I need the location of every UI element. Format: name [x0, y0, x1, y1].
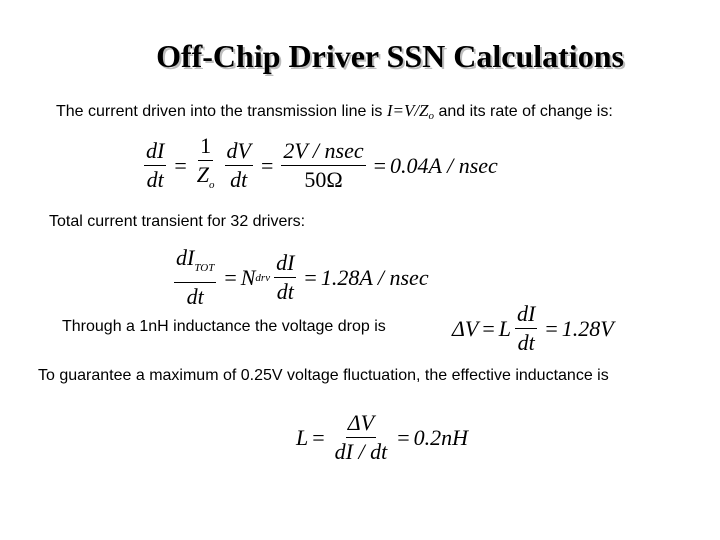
eq1-lhs-den: dt: [146, 167, 164, 192]
eq4-f-num: ΔV: [346, 411, 376, 438]
eq3-equals-1: =: [482, 315, 495, 341]
eq1-frac-2v-50ohm: [281, 139, 365, 192]
eq1-lhs-num: dI: [144, 139, 166, 166]
eq2-equals-2: =: [304, 264, 317, 290]
text-line-total-current: Total current transient for 32 drivers:: [49, 213, 306, 230]
eq3-f-den: dt: [517, 330, 535, 355]
eq1-equals-3: =: [373, 152, 387, 178]
eq2-lhs-num: [174, 246, 216, 283]
eq1-f2-num: 1: [198, 134, 213, 161]
text-line-1-after: and its rate of change is:: [434, 103, 613, 120]
eq2-f-num: dI: [274, 251, 296, 278]
eq1-f3-num: dV: [225, 139, 253, 166]
equation-effective-inductance: [296, 411, 468, 464]
eq2-lhs-num-sub: TOT: [194, 262, 215, 274]
eq2-n-sub: drv: [255, 271, 271, 284]
text-line-current-driven: [56, 101, 613, 122]
equation-total-current: [170, 246, 429, 309]
eq4-result: 0.2nH: [413, 424, 469, 450]
eq1-f4-num: 2V / nsec: [281, 139, 365, 166]
eq3-frac-di-dt: [515, 302, 537, 355]
eq1-result: 0.04A / nsec: [390, 152, 498, 178]
eq1-f3-den: dt: [230, 167, 248, 192]
eq3-equals-2: =: [545, 315, 558, 341]
eq1-f4-den: 50Ω: [304, 167, 343, 192]
eq1-f2-den: [195, 161, 217, 197]
eq2-equals-1: =: [224, 264, 237, 290]
eq1-f2-den-sub: o: [209, 179, 215, 191]
eq2-lhs-den: dt: [186, 284, 204, 309]
eq2-n: N: [240, 264, 256, 290]
text-line-effective-inductance: To guarantee a maximum of 0.25V voltage fluctuation, the effective inductance is: [38, 367, 609, 384]
eq3-lhs: ΔV: [452, 315, 479, 341]
eq2-f-den: dt: [276, 279, 294, 304]
eq4-f-den: dI / dt: [334, 439, 388, 464]
eq1-f2-den-z: Z: [196, 162, 209, 187]
text-line-1-formula: I=V/Z: [386, 101, 429, 120]
text-line-1-formula-sub: o: [428, 110, 435, 122]
eq3-result: 1.28V: [561, 315, 614, 341]
eq2-frac-ditot-dt: [174, 246, 216, 309]
eq1-equals-1: =: [174, 152, 187, 178]
eq3-f-num: dI: [515, 302, 537, 329]
equation-voltage-drop: [452, 302, 614, 355]
equation-rate-of-change: [140, 134, 498, 197]
eq3-l: L: [498, 315, 512, 341]
eq1-equals-2: =: [260, 152, 274, 178]
text-line-1-before: The current driven into the transmission line is: [56, 103, 387, 120]
eq1-frac-1-zo: [195, 134, 217, 197]
eq2-result: 1.28A / nsec: [320, 264, 429, 290]
text-line-voltage-drop: Through a 1nH inductance the voltage drop is: [62, 318, 386, 335]
eq2-frac-di-dt: [274, 251, 296, 304]
eq2-lhs-num-di: dI: [176, 245, 195, 270]
slide-title: Off-Chip Driver SSN Calculations: [156, 38, 624, 74]
eq4-lhs: L: [296, 424, 309, 450]
eq4-frac-dv-didt: [333, 411, 390, 464]
eq4-equals-2: =: [397, 424, 410, 450]
eq1-frac-di-dt: [144, 139, 166, 192]
eq1-frac-dv-dt: [225, 139, 253, 192]
eq4-equals-1: =: [312, 424, 325, 450]
